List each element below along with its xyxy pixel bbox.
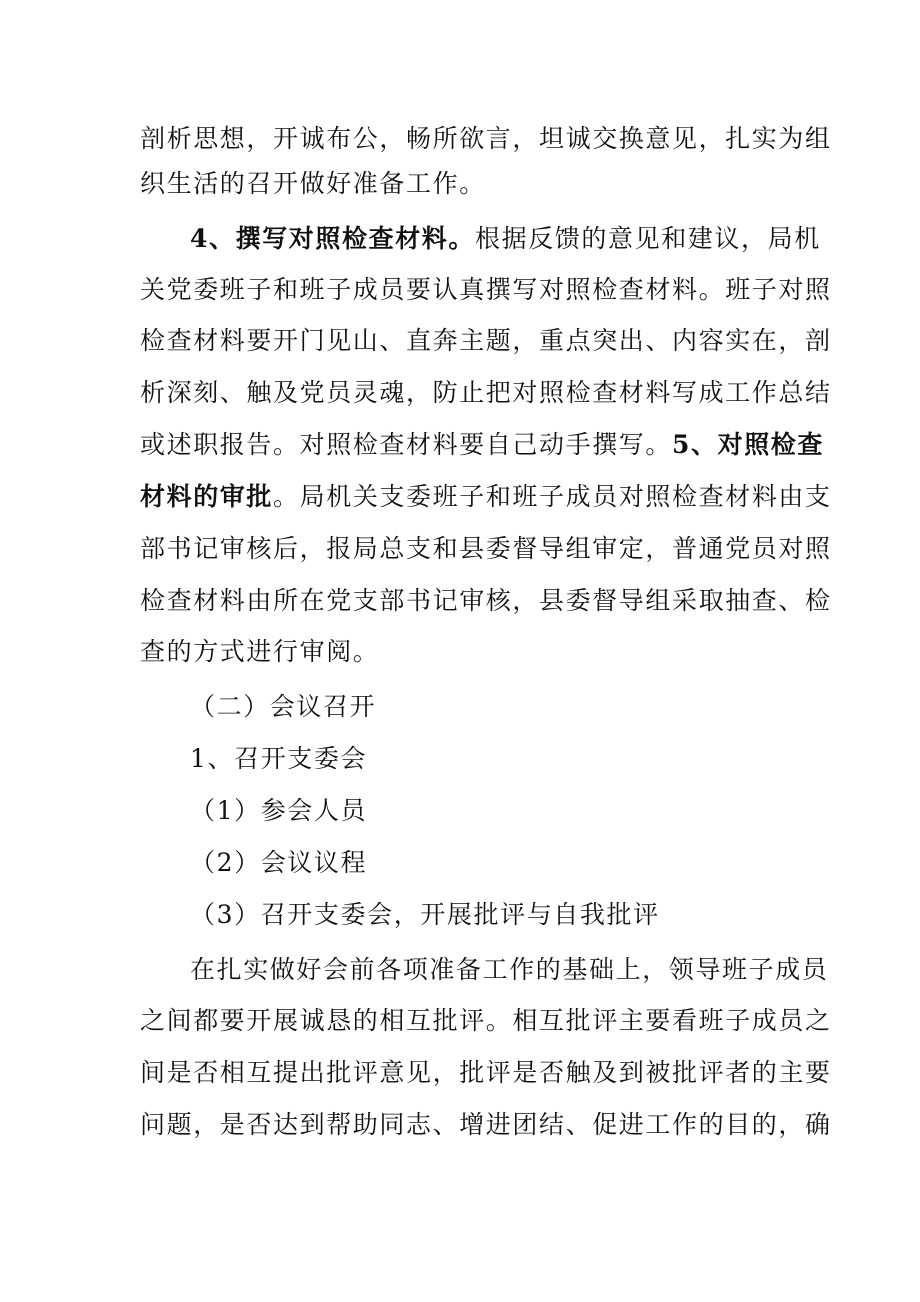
paragraph-2-line-7: 部书记审核后，报局总支和县委督导组审定，普通党员对照 (140, 534, 832, 563)
item-4-heading: 4、撰写对照检查材料。 (190, 224, 475, 253)
paragraph-2-line-8: 检查材料由所在党支部书记审核，县委督导组采取抽查、检 (140, 586, 832, 615)
paragraph-2-line-3: 检查材料要开门见山、直奔主题，重点突出、内容实在，剖 (140, 326, 832, 355)
paragraph-1-line-2: 织生活的召开做好准备工作。 (140, 169, 486, 198)
paragraph-2-line-9: 查的方式进行审阅。 (140, 637, 380, 666)
item-5-heading-end: 材料的审批 (140, 482, 274, 511)
item-4-text: 根据反馈的意见和建议，局机 (475, 224, 821, 253)
subheading-branch-meeting: 1、召开支委会 (190, 744, 368, 773)
paragraph-2-line-1 (190, 222, 821, 256)
item-5-text: 。局机关支委班子和班子成员对照检查材料由支 (273, 482, 832, 511)
paragraph-3-line-1: 在扎实做好会前各项准备工作的基础上，领导班子成员 (190, 955, 829, 984)
paragraph-3-line-3: 间是否相互提出批评意见，批评是否触及到被批评者的主要 (140, 1058, 832, 1087)
item-4-text-end: 或述职报告。对照检查材料要自己动手撰写。 (140, 430, 673, 459)
paragraph-3-line-4: 问题，是否达到帮助同志、增进团结、促进工作的目的，确 (140, 1110, 832, 1139)
item-5-heading-start: 5、对照检查 (672, 430, 825, 459)
section-heading-meeting: （二）会议召开 (190, 692, 377, 721)
paragraph-1-line-1: 剖析思想，开诚布公，畅所欲言，坦诚交换意见，扎实为组 (140, 124, 832, 153)
subheading-agenda: （2）会议议程 (190, 848, 368, 877)
subheading-criticism: （3）召开支委会，开展批评与自我批评 (190, 900, 660, 929)
paragraph-2-line-4: 析深刻、触及党员灵魂，防止把对照检查材料写成工作总结 (140, 378, 832, 407)
subheading-attendees: （1）参会人员 (190, 796, 368, 825)
paragraph-3-line-2: 之间都要开展诚恳的相互批评。相互批评主要看班子成员之 (140, 1006, 832, 1035)
paragraph-2-line-6 (140, 480, 832, 514)
paragraph-2-line-2: 关党委班子和班子成员要认真撰写对照检查材料。班子对照 (140, 275, 832, 304)
paragraph-2-line-5 (140, 428, 825, 462)
